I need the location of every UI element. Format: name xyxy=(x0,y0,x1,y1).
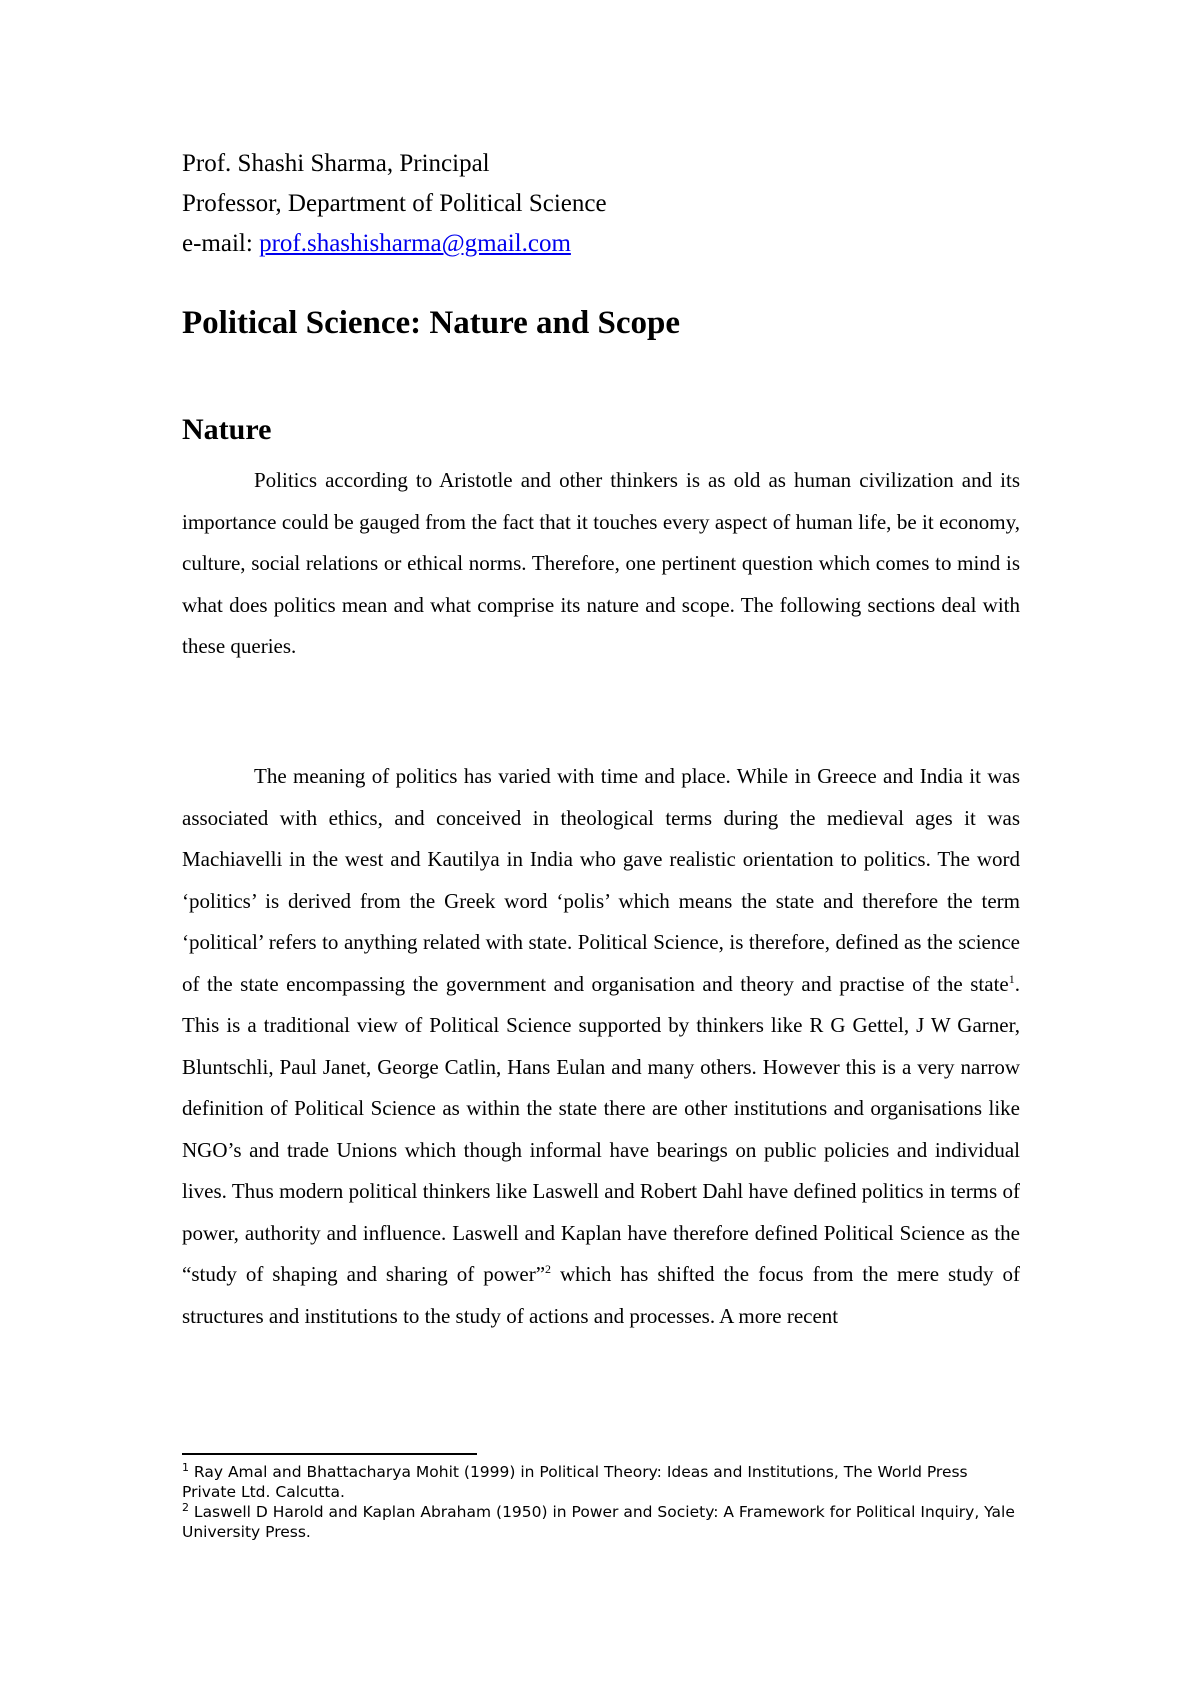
footnote-1 xyxy=(182,1462,1020,1502)
author-block xyxy=(182,144,607,264)
author-name: Prof. Shashi Sharma, Principal xyxy=(182,150,490,177)
paragraph-2-text-b: . This is a traditional view of Political Science supported by thinkers like R G Gettel, J W Garner, Bluntschli, Paul Janet, George Catlin, Hans Eulan and many others. However this is a very narrow definition of Political Science as within the state there are other institutions and organisations like NGO’s and trade Unions which though informal have bearings on public policies and individual lives. Thus modern political thinkers like Laswell and Robert Dahl have defined politics in terms of power, authority and influence. Laswell and Kaplan have therefore defined Political Science as the “study of shaping and sharing of power” xyxy=(182,971,1020,1286)
footnotes xyxy=(182,1462,1020,1542)
footnote-1-text: Ray Amal and Bhattacharya Mohit (1999) in Political Theory: Ideas and Institutions, The World Press Private Ltd. Calcutta. xyxy=(182,1463,968,1501)
footnote-2-number: 2 xyxy=(182,1500,189,1514)
document-title: Political Science: Nature and Scope xyxy=(182,305,680,341)
footnote-2 xyxy=(182,1502,1020,1542)
author-role: Professor, Department of Political Science xyxy=(182,190,607,217)
paragraph-2-text-c: which has shifted the focus from the mere study of structures and institutions to the study of actions and processes. A more recent xyxy=(182,1262,1020,1328)
paragraph-1 xyxy=(182,460,1020,668)
paragraph-2 xyxy=(182,756,1020,1337)
footnote-ref-2[interactable]: 2 xyxy=(545,1262,552,1276)
author-email-line xyxy=(182,224,607,264)
footnote-ref-1[interactable]: 1 xyxy=(1008,971,1015,986)
email-link[interactable]: prof.shashisharma@gmail.com xyxy=(259,230,571,257)
paragraph-2-text-a: The meaning of politics has varied with time and place. While in Greece and India it was associated with ethics, and conceived in theological terms during the medieval ages it was Machiavelli in the west and Kautilya in India who gave realistic orientation to politics. The word ‘politics’ is derived from the Greek word ‘polis’ which means the state and therefore the term ‘political’ refers to anything related with state. Political Science, is therefore, defined as the science of the state encompassing the government and organisation and theory and practise of the state xyxy=(182,764,1020,996)
footnote-1-number: 1 xyxy=(182,1460,189,1474)
section-heading-nature: Nature xyxy=(182,413,272,446)
paragraph-1-text: Politics according to Aristotle and other thinkers is as old as human civilization and its importance could be gauged from the fact that it touches every aspect of human life, be it economy, culture, social relations or ethical norms. Therefore, one pertinent question which comes to mind is what does politics mean and what comprise its nature and scope. The following sections deal with these queries. xyxy=(182,468,1020,658)
footnote-2-text: Laswell D Harold and Kaplan Abraham (1950) in Power and Society: A Framework for Political Inquiry, Yale University Press. xyxy=(182,1503,1015,1541)
email-label: e-mail: xyxy=(182,230,260,257)
footnote-separator xyxy=(182,1453,477,1455)
